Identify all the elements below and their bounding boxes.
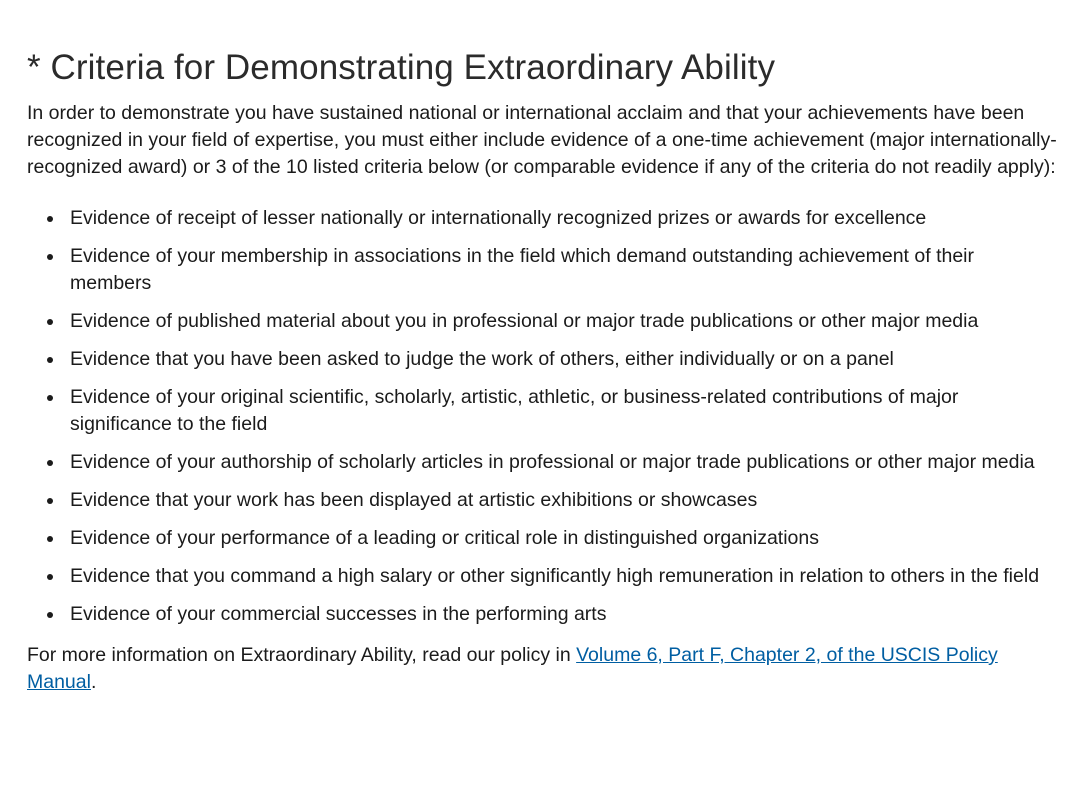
list-item [27,308,1057,335]
criterion-text: Evidence of receipt of lesser nationally or internationally recognized prizes or awards for excellence [70,207,927,229]
criteria-section [27,46,1057,696]
list-item [27,525,1057,552]
list-item [27,601,1057,628]
criteria-list [27,205,1057,628]
list-item [27,384,1057,438]
bullet-icon [47,574,53,580]
bullet-icon [47,612,53,618]
bullet-icon [47,319,53,325]
criterion-text: Evidence of your original scientific, scholarly, artistic, athletic, or business-related contributions of major significance to the field [70,386,959,435]
more-info-paragraph [27,642,1057,696]
section-title: * Criteria for Demonstrating Extraordinary Ability [27,48,776,87]
policy-manual-link[interactable]: Volume 6, Part F, Chapter 2, of the USCIS Policy Manual [27,644,998,693]
bullet-icon [47,498,53,504]
list-item [27,346,1057,373]
criterion-text: Evidence of your commercial successes in the performing arts [70,603,607,625]
bullet-icon [47,254,53,260]
criterion-text: Evidence of your authorship of scholarly articles in professional or major trade publications or other major media [70,451,1035,473]
intro-paragraph: In order to demonstrate you have sustained national or international acclaim and that your achievements have been recognized in your field of expertise, you must either include evidence of a one-time achievement (major internationally-recognized award) or 3 of the 10 listed criteria below (or comparable evidence if any of the criteria do not readily apply): [27,102,1057,178]
bullet-icon [47,395,53,401]
criterion-text: Evidence of your membership in associations in the field which demand outstanding achievement of their members [70,245,975,294]
bullet-icon [47,536,53,542]
bullet-icon [47,460,53,466]
bullet-icon [47,216,53,222]
criterion-text: Evidence of published material about you in professional or major trade publications or other major media [70,310,979,332]
criterion-text: Evidence that your work has been displayed at artistic exhibitions or showcases [70,489,758,511]
list-item [27,243,1057,297]
list-item [27,205,1057,232]
list-item [27,487,1057,514]
bullet-icon [47,357,53,363]
more-info-prefix: For more information on Extraordinary Ability, read our policy in [27,644,577,666]
list-item [27,449,1057,476]
more-info-suffix: . [90,671,97,693]
criterion-text: Evidence that you have been asked to judge the work of others, either individually or on a panel [70,348,894,370]
criterion-text: Evidence of your performance of a leading or critical role in distinguished organizations [70,527,819,549]
criterion-text: Evidence that you command a high salary or other significantly high remuneration in relation to others in the field [70,565,1040,587]
list-item [27,563,1057,590]
